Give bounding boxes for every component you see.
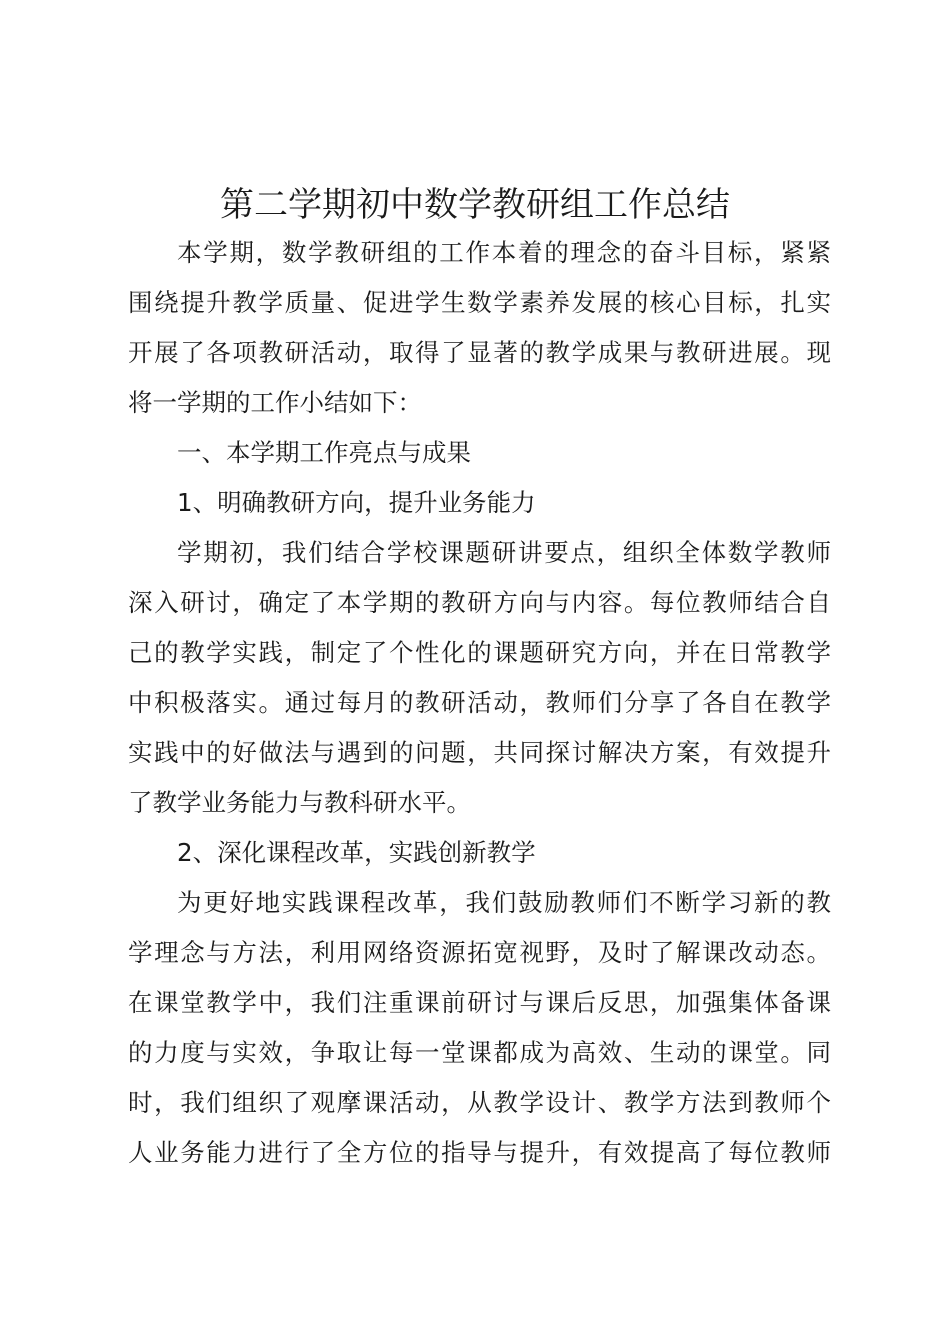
paragraph-line: 了教学业务能力与教科研水平。	[128, 788, 471, 817]
paragraph-line: 中积极落实。通过每月的教研活动，教师们分享了各自在教学	[128, 688, 831, 717]
paragraph-line: 时，我们组织了观摩课活动，从教学设计、教学方法到教师个	[128, 1088, 831, 1117]
item-heading: 2、深化课程改革，实践创新教学	[177, 838, 536, 867]
paragraph-line: 为更好地实践课程改革，我们鼓励教师们不断学习新的教	[177, 888, 831, 917]
intro-line: 将一学期的工作小结如下：	[128, 388, 422, 417]
paragraph-line: 己的教学实践，制定了个性化的课题研究方向，并在日常教学	[128, 638, 831, 667]
paragraph-line: 在课堂教学中，我们注重课前研讨与课后反思，加强集体备课	[128, 988, 831, 1017]
intro-line: 本学期，数学教研组的工作本着的理念的奋斗目标，紧紧	[177, 238, 831, 267]
paragraph-line: 深入研讨，确定了本学期的教研方向与内容。每位教师结合自	[128, 588, 831, 617]
item-heading: 1、明确教研方向，提升业务能力	[177, 488, 536, 517]
paragraph-line: 的力度与实效，争取让每一堂课都成为高效、生动的课堂。同	[128, 1038, 831, 1067]
intro-line: 围绕提升教学质量、促进学生数学素养发展的核心目标，扎实	[128, 288, 831, 317]
paragraph-line: 实践中的好做法与遇到的问题，共同探讨解决方案，有效提升	[128, 738, 831, 767]
paragraph-line: 人业务能力进行了全方位的指导与提升，有效提高了每位教师	[128, 1138, 831, 1167]
section-heading: 一、本学期工作亮点与成果	[177, 438, 471, 467]
intro-line: 开展了各项教研活动，取得了显著的教学成果与教研进展。现	[128, 338, 831, 367]
document-title: 第二学期初中数学教研组工作总结	[220, 185, 730, 225]
paragraph-line: 学理念与方法，利用网络资源拓宽视野，及时了解课改动态。	[128, 938, 831, 967]
paragraph-line: 学期初，我们结合学校课题研讲要点，组织全体数学教师	[177, 538, 831, 567]
